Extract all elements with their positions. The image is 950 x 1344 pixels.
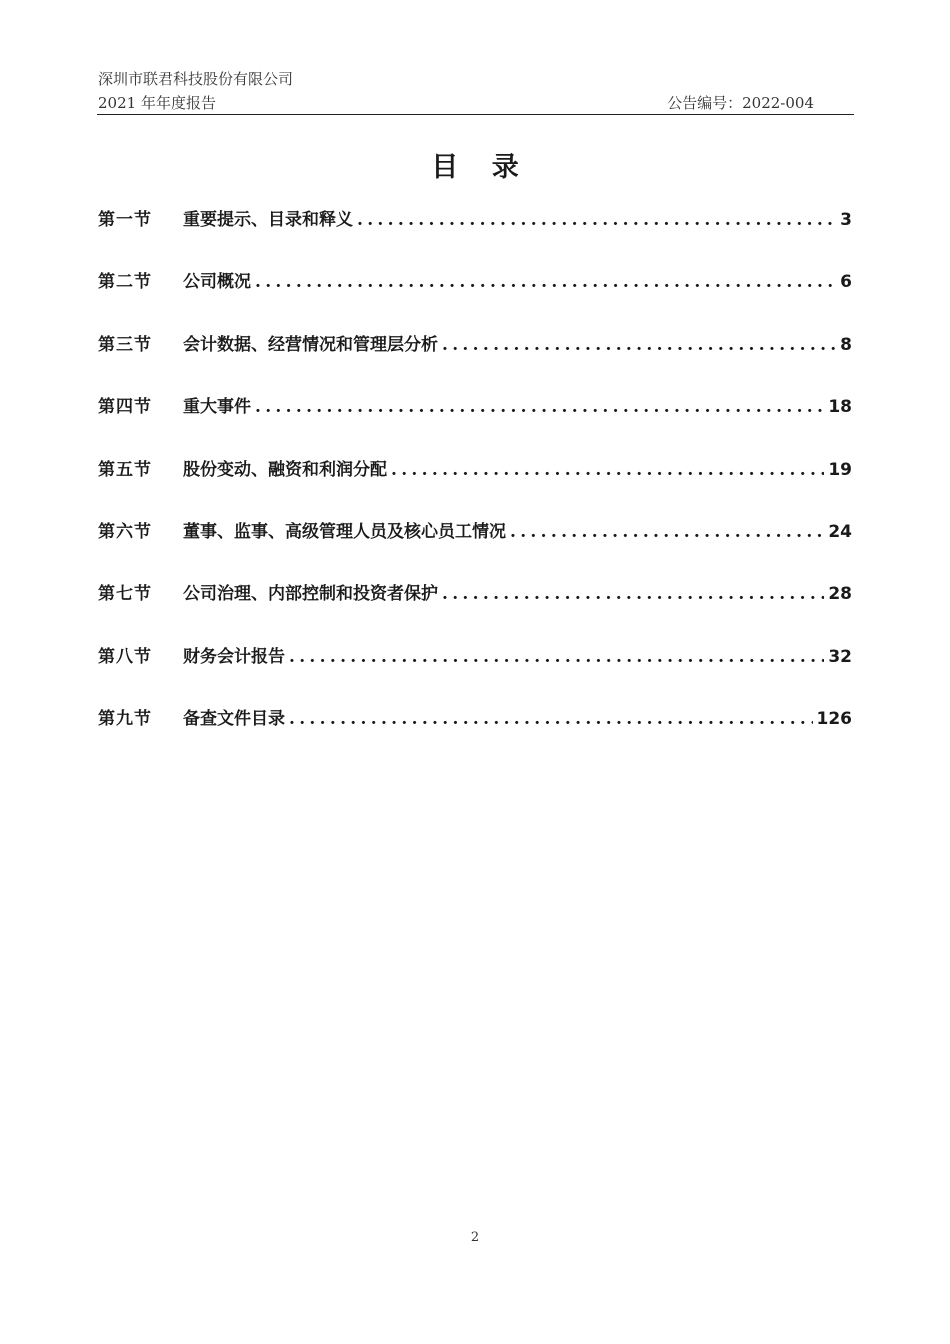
toc-section-title: 公司治理、内部控制和投资者保护	[183, 584, 438, 605]
toc-entry-9[interactable]	[98, 704, 852, 766]
toc-entry-2[interactable]	[98, 267, 852, 329]
toc-entry-1[interactable]	[98, 205, 852, 267]
toc-page-number: 8	[840, 334, 852, 355]
notice-number: 公告编号：2022-004	[667, 94, 814, 112]
toc-dot-leader	[357, 205, 836, 235]
toc-dot-leader	[442, 579, 824, 609]
toc-page-number: 28	[828, 584, 852, 605]
table-of-contents	[98, 205, 852, 767]
toc-section-title: 董事、监事、高级管理人员及核心员工情况	[183, 521, 506, 542]
toc-section-number: 第九节	[98, 709, 152, 730]
toc-section-number: 第六节	[98, 521, 152, 542]
toc-page-number: 18	[828, 397, 852, 418]
toc-dot-leader	[391, 455, 824, 485]
toc-entry-7[interactable]	[98, 579, 852, 641]
toc-section-number: 第四节	[98, 397, 152, 418]
toc-section-number: 第二节	[98, 272, 152, 293]
toc-page-number: 6	[840, 272, 852, 293]
toc-dot-leader	[255, 267, 836, 297]
toc-entry-6[interactable]	[98, 517, 852, 579]
toc-dot-leader	[255, 392, 824, 422]
toc-section-title: 备查文件目录	[183, 709, 285, 730]
toc-page-number: 32	[828, 646, 852, 667]
toc-entry-3[interactable]	[98, 330, 852, 392]
toc-section-title: 财务会计报告	[183, 646, 285, 667]
toc-dot-leader	[289, 704, 813, 734]
toc-section-number: 第五节	[98, 459, 152, 480]
toc-section-number: 第三节	[98, 334, 152, 355]
toc-section-title: 会计数据、经营情况和管理层分析	[183, 334, 438, 355]
toc-section-title: 公司概况	[183, 272, 251, 293]
toc-section-title: 重要提示、目录和释义	[183, 210, 353, 230]
toc-page-number: 19	[828, 459, 852, 480]
toc-entry-8[interactable]	[98, 642, 852, 704]
page-header	[97, 66, 854, 115]
company-name: 深圳市联君科技股份有限公司	[98, 70, 294, 88]
toc-section-number: 第八节	[98, 646, 152, 667]
toc-section-title: 股份变动、融资和利润分配	[183, 459, 387, 480]
toc-entry-5[interactable]	[98, 455, 852, 517]
toc-dot-leader	[510, 517, 824, 547]
toc-dot-leader	[442, 330, 836, 360]
toc-page-number: 24	[828, 521, 852, 542]
toc-title: 目 录	[431, 152, 531, 183]
report-name: 2021 年年度报告	[98, 94, 216, 112]
toc-section-title: 重大事件	[183, 397, 251, 418]
toc-page-number: 126	[816, 709, 852, 730]
page-number: 2	[470, 1230, 480, 1245]
toc-section-number: 第七节	[98, 584, 152, 605]
toc-entry-4[interactable]	[98, 392, 852, 454]
toc-page-number: 3	[840, 210, 852, 230]
toc-dot-leader	[289, 642, 824, 672]
toc-section-number: 第一节	[98, 210, 152, 230]
